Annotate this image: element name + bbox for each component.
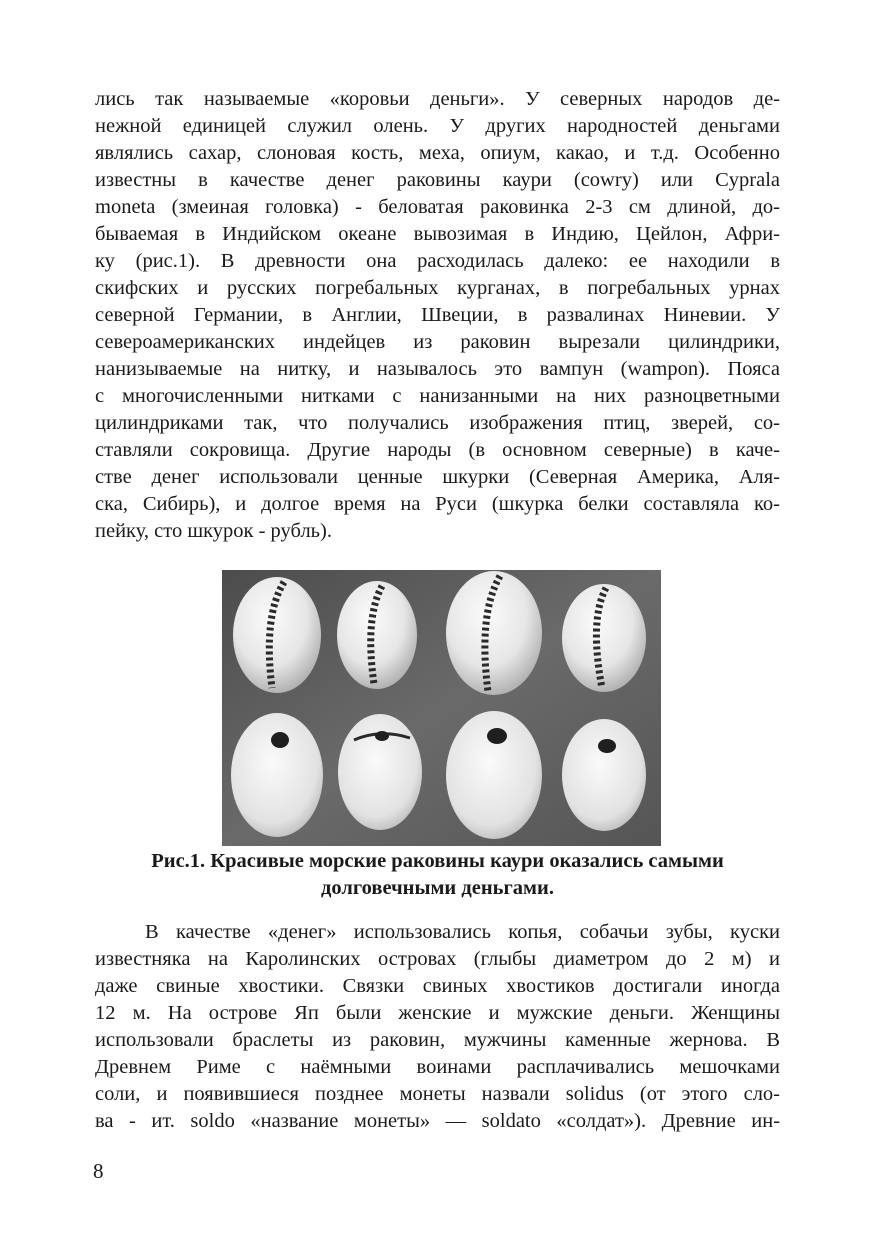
cowrie-shells-photo: [222, 570, 661, 846]
cowrie-shell-ventral: [562, 584, 646, 692]
figure-caption-line-2: долговечными деньгами.: [321, 877, 554, 899]
text-line: использовали браслеты из раковин, мужчины каменные жернова. В: [95, 1029, 780, 1051]
text-line: 12 м. На острове Яп были женские и мужские деньги. Женщины: [95, 1002, 780, 1024]
text-line: Древнем Риме с наёмными воинами расплачивались мешочками: [95, 1056, 780, 1078]
text-line: лись так называемые «коровьи деньги». У северных народов де-: [95, 88, 780, 110]
page-number: 8: [93, 1159, 104, 1183]
text-line: северной Германии, в Англии, Швеции, в развалинах Ниневии. У: [95, 304, 780, 326]
cowrie-shell-dorsal: [562, 719, 646, 831]
text-line: являлись сахар, слоновая кость, меха, опиум, какао, и т.д. Особенно: [95, 142, 780, 164]
text-line: ска, Сибирь), и долгое время на Руси (шкурка белки составляла ко-: [95, 493, 780, 515]
text-line: пейку, сто шкурок - рубль).: [95, 520, 332, 542]
cowrie-shell-dorsal: [231, 713, 323, 837]
text-line: стве денег использовали ценные шкурки (Северная Америка, Аля-: [95, 466, 780, 488]
text-line: североамериканских индейцев из раковин вырезали цилиндрики,: [95, 331, 780, 353]
text-line: с многочисленными нитками с нанизанными на них разноцветными: [95, 385, 780, 407]
text-line: В качестве «денег» использовались копья, собачьи зубы, куски: [145, 921, 780, 943]
figure-caption-line-1: Рис.1. Красивые морские раковины каури оказались самыми: [151, 850, 724, 872]
text-line: соли, и появившиеся позднее монеты назвали solidus (от этого сло-: [95, 1083, 780, 1105]
text-line: ва - ит. soldo «название монеты» — soldato «солдат»). Древние ин-: [95, 1110, 780, 1132]
text-line: ку (рис.1). В древности она расходилась далеко: ее находили в: [95, 250, 780, 272]
cowrie-shell-dorsal: [338, 714, 422, 830]
cowrie-shell-dorsal: [446, 711, 542, 839]
cowrie-shell-ventral: [337, 581, 417, 689]
text-line: скифских и русских погребальных курганах, в погребальных урнах: [95, 277, 780, 299]
text-line: нежной единицей служил олень. У других народностей деньгами: [95, 115, 780, 137]
text-line: известны в качестве денег раковины каури (cowry) или Cyprala: [95, 169, 780, 191]
text-line: даже свиные хвостики. Связки свиных хвостиков достигали иногда: [95, 975, 780, 997]
cowrie-shell-ventral: [233, 577, 321, 693]
text-line: moneta (змеиная головка) - беловатая раковинка 2-3 см длиной, до-: [95, 196, 780, 218]
text-line: ставляли сокровища. Другие народы (в основном северные) в каче-: [95, 439, 780, 461]
text-line: известняка на Каролинских островах (глыбы диаметром до 2 м) и: [95, 948, 780, 970]
text-line: нанизываемые на нитку, и называлось это вампун (wampon). Пояса: [95, 358, 780, 380]
text-line: бываемая в Индийском океане вывозимая в Индию, Цейлон, Афри-: [95, 223, 780, 245]
cowrie-shell-ventral: [446, 571, 542, 695]
text-line: цилиндриками так, что получались изображения птиц, зверей, со-: [95, 412, 780, 434]
